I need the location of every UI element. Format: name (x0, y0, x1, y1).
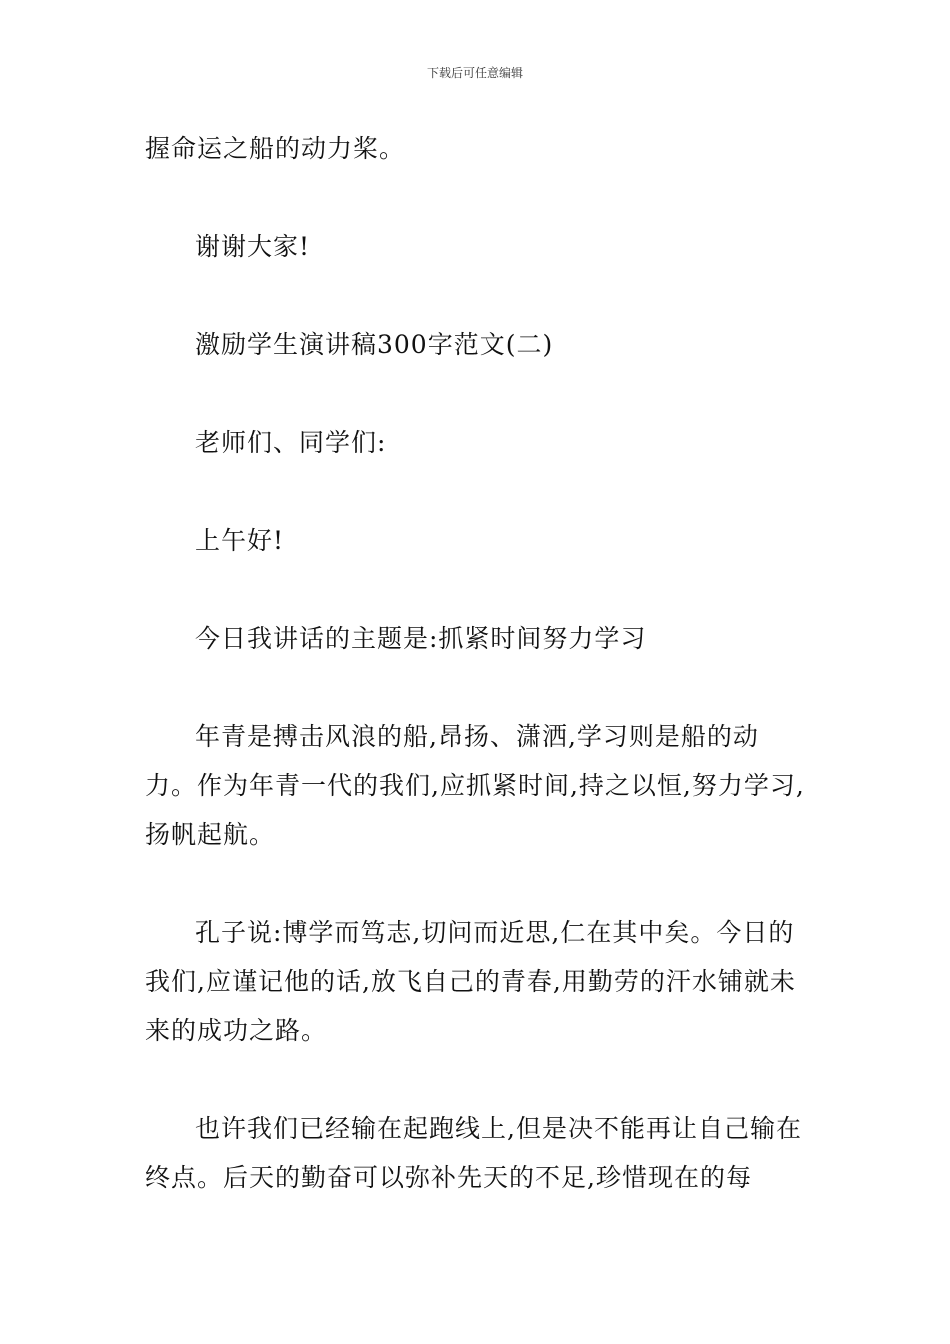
paragraph-diligence: 也许我们已经输在起跑线上,但是决不能再让自己输在终点。后天的勤奋可以弥补先天的不足,珍惜现在的每 (145, 1114, 802, 1192)
page-header: 下载后可任意编辑 (426, 66, 523, 80)
paragraph-confucius: 孔子说:博学而笃志,切问而近思,仁在其中矣。今日的我们,应谨记他的话,放飞自己的青春,用勤劳的汗水铺就未来的成功之路。 (145, 918, 796, 1045)
paragraph-continuation: 握命运之船的动力桨。 (145, 134, 406, 163)
section-title: 激励学生演讲稿300字范文(二) (195, 330, 554, 359)
paragraph-topic: 今日我讲话的主题是:抓紧时间努力学习 (195, 624, 647, 653)
document-body (145, 124, 807, 1202)
paragraph-thanks: 谢谢大家! (195, 232, 311, 261)
paragraph-youth: 年青是搏击风浪的船,昂扬、潇洒,学习则是船的动力。作为年青一代的我们,应抓紧时间,持之以恒,努力学习,扬帆起航。 (145, 722, 805, 849)
paragraph-salutation: 老师们、同学们: (195, 428, 387, 457)
paragraph-greeting: 上午好! (195, 526, 285, 555)
